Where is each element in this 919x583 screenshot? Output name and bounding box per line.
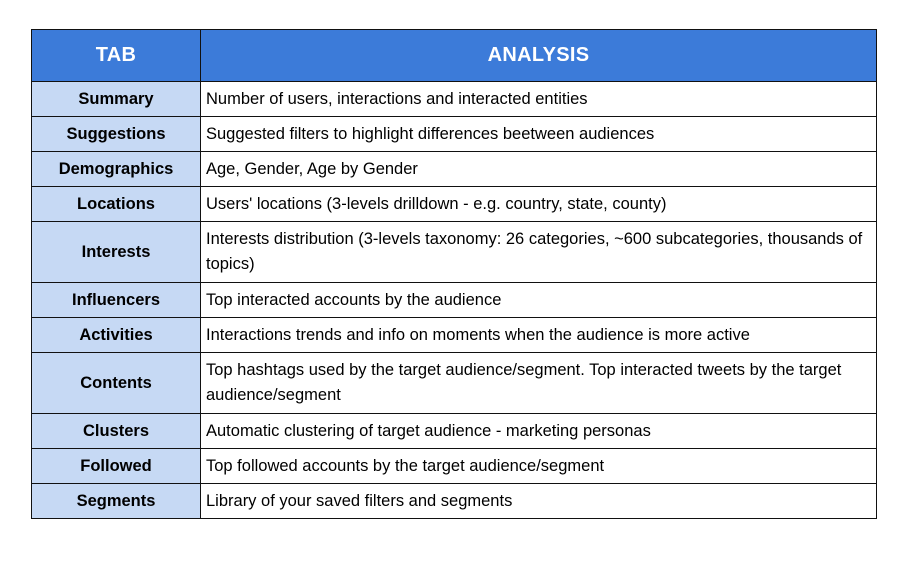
row-tab-name: Suggestions [32, 117, 201, 152]
row-tab-name: Contents [32, 353, 201, 414]
row-analysis: Top interacted accounts by the audience [201, 283, 877, 318]
table-row [32, 82, 877, 117]
row-tab-name: Segments [32, 484, 201, 519]
table-header [32, 30, 877, 82]
table-row [32, 187, 877, 222]
row-analysis: Users' locations (3-levels drilldown - e.g. country, state, county) [201, 187, 877, 222]
tab-analysis-table-wrapper [31, 29, 877, 519]
row-analysis: Interactions trends and info on moments when the audience is more active [201, 318, 877, 353]
row-tab-name: Interests [32, 222, 201, 283]
table-row [32, 283, 877, 318]
row-tab-name: Influencers [32, 283, 201, 318]
row-tab-name: Followed [32, 449, 201, 484]
table-row [32, 152, 877, 187]
tab-analysis-table [31, 29, 877, 519]
row-analysis: Interests distribution (3-levels taxonomy: 26 categories, ~600 subcategories, thousands of topics) [201, 222, 877, 283]
table-row [32, 414, 877, 449]
table-body [32, 82, 877, 519]
row-analysis: Top followed accounts by the target audience/segment [201, 449, 877, 484]
header-tab: TAB [32, 30, 201, 82]
row-tab-name: Activities [32, 318, 201, 353]
table-row [32, 117, 877, 152]
table-row [32, 449, 877, 484]
row-analysis: Suggested filters to highlight differences beetween audiences [201, 117, 877, 152]
table-row [32, 353, 877, 414]
row-tab-name: Locations [32, 187, 201, 222]
table-row [32, 484, 877, 519]
header-row [32, 30, 877, 82]
row-analysis: Automatic clustering of target audience - marketing personas [201, 414, 877, 449]
row-analysis: Number of users, interactions and interacted entities [201, 82, 877, 117]
row-tab-name: Clusters [32, 414, 201, 449]
row-analysis: Top hashtags used by the target audience/segment. Top interacted tweets by the target audience/segment [201, 353, 877, 414]
header-analysis: ANALYSIS [201, 30, 877, 82]
table-row [32, 222, 877, 283]
table-row [32, 318, 877, 353]
row-tab-name: Summary [32, 82, 201, 117]
row-analysis: Age, Gender, Age by Gender [201, 152, 877, 187]
row-analysis: Library of your saved filters and segments [201, 484, 877, 519]
row-tab-name: Demographics [32, 152, 201, 187]
